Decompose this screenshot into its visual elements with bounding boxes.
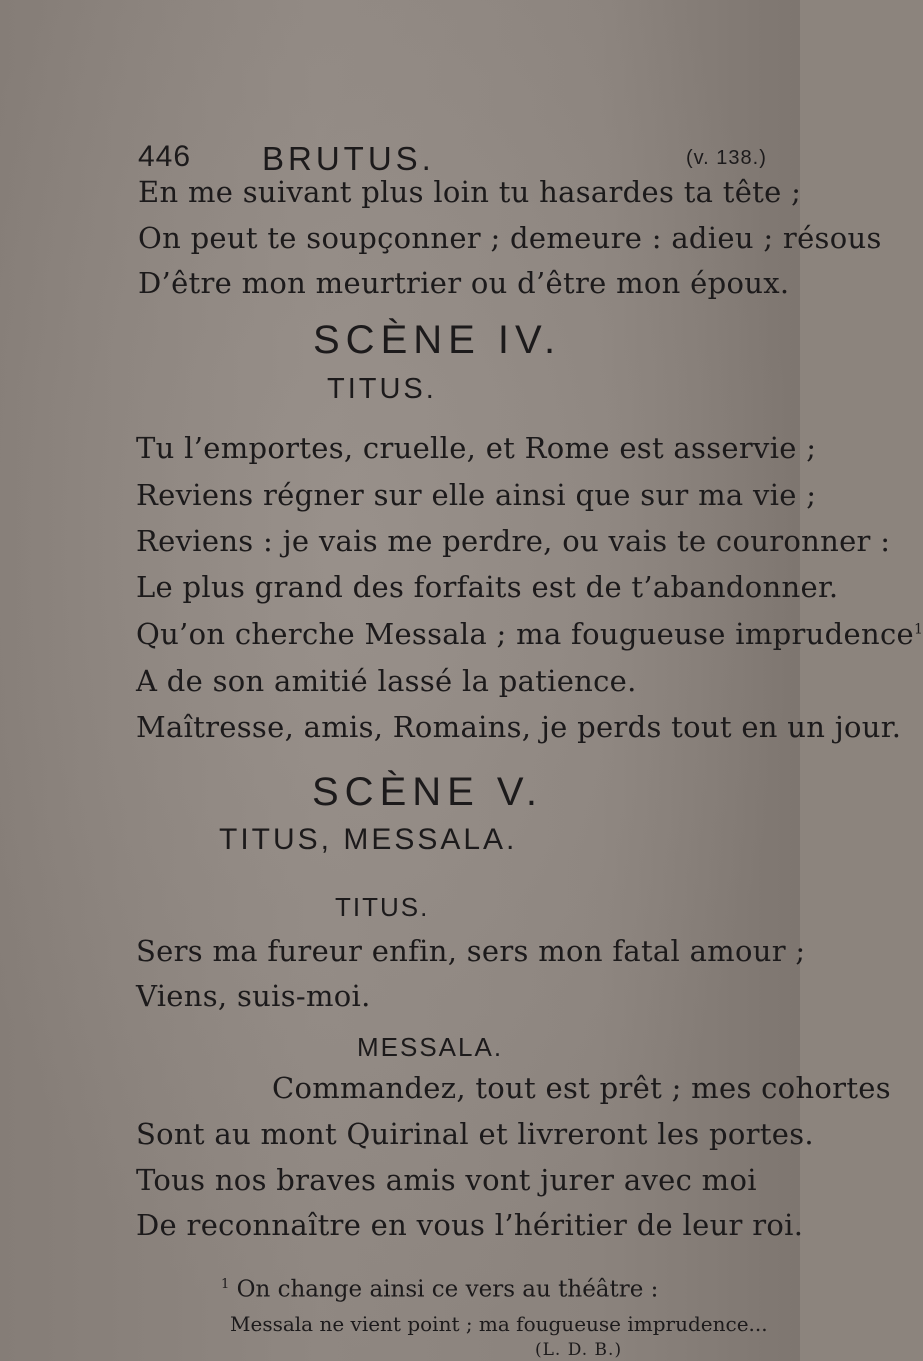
page-number: 446	[138, 140, 192, 173]
verse-text: Qu’on cherche Messala ; ma fougueuse imprudence	[136, 617, 914, 651]
running-title: BRUTUS.	[262, 140, 435, 177]
scene-heading: SCÈNE IV.	[313, 318, 562, 362]
footnote-marker: 1	[913, 621, 923, 638]
footnote-attribution: (L. D. B.)	[535, 1340, 623, 1360]
footnote-marker: 1	[221, 1277, 230, 1292]
scene-heading: SCÈNE V.	[312, 770, 544, 814]
verse-line: Maîtresse, amis, Romains, je perds tout en un jour.	[136, 710, 902, 744]
verse-line: Sont au mont Quirinal et livreront les portes.	[136, 1117, 814, 1151]
verse-line: A de son amitié lassé la patience.	[136, 664, 637, 698]
verse-line: Tous nos braves amis vont jurer avec moi	[136, 1163, 757, 1197]
verse-line	[136, 617, 923, 651]
verse-line: Tu l’emportes, cruelle, et Rome est asservie ;	[136, 431, 817, 465]
verse-line: Viens, suis-moi.	[136, 979, 371, 1013]
footnote	[221, 1278, 658, 1302]
verse-line: On peut te soupçonner ; demeure : adieu ; résous	[138, 221, 882, 255]
verse-reference: (v. 138.)	[686, 147, 767, 169]
footnote-quote: Messala ne vient point ; ma fougueuse imprudence...	[230, 1312, 768, 1336]
verse-line: D’être mon meurtrier ou d’être mon époux.	[138, 266, 790, 300]
speaker-name: TITUS.	[327, 373, 437, 405]
verse-line: Commandez, tout est prêt ; mes cohortes	[272, 1071, 891, 1105]
speaker-name: MESSALA.	[357, 1032, 504, 1062]
verse-line: Sers ma fureur enfin, sers mon fatal amour ;	[136, 934, 806, 968]
verse-line: De reconnaître en vous l’héritier de leur roi.	[136, 1208, 804, 1242]
footnote-text: On change ainsi ce vers au théâtre :	[236, 1276, 659, 1303]
verse-line: Reviens régner sur elle ainsi que sur ma vie ;	[136, 478, 817, 512]
verse-line: Le plus grand des forfaits est de t’abandonner.	[136, 570, 839, 604]
verse-line: Reviens : je vais me perdre, ou vais te couronner :	[136, 524, 891, 558]
scene-characters: TITUS, MESSALA.	[219, 823, 518, 856]
speaker-name: TITUS.	[335, 892, 430, 922]
verse-line: En me suivant plus loin tu hasardes ta tête ;	[138, 175, 802, 209]
